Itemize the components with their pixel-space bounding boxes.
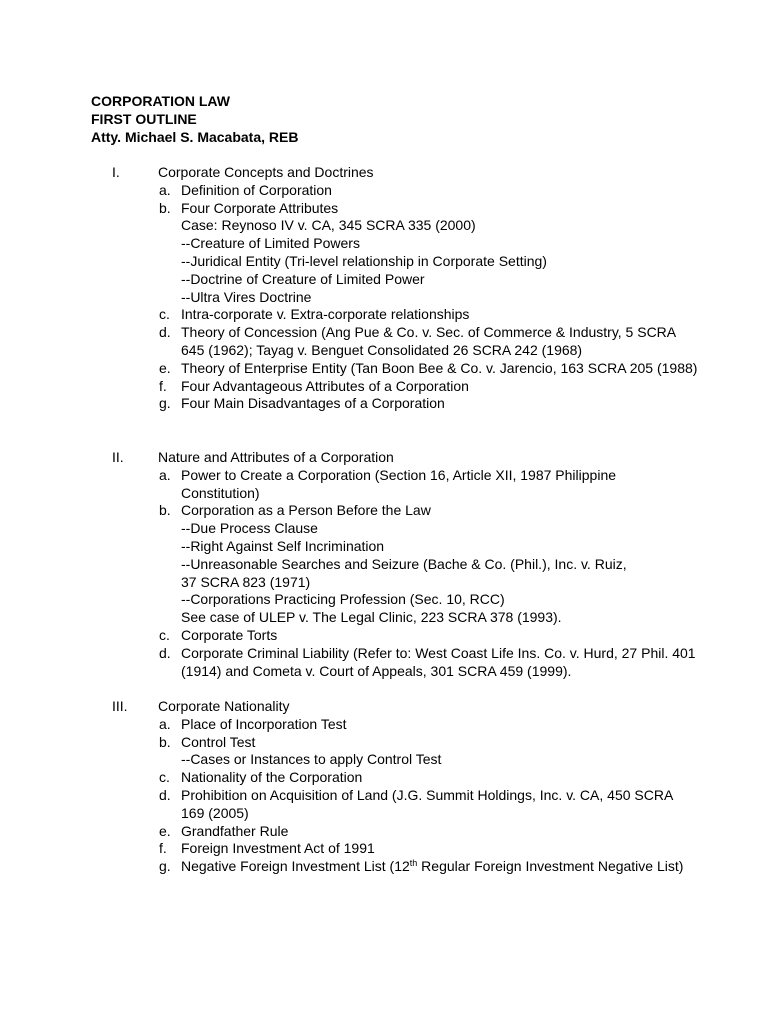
- course-title: CORPORATION LAW: [91, 93, 230, 109]
- item-text: Theory of Concession (Ang Pue & Co. v. Sec. of Commerce & Industry, 5 SCRA 645 (1962); Tayag v. Benguet Consolidated 26 SCRA 242 (1968): [181, 324, 676, 358]
- item-letter: g.: [159, 858, 171, 875]
- section-title: Corporate Concepts and Doctrines: [158, 164, 374, 180]
- list-item: [158, 858, 698, 876]
- section-number: II.: [112, 449, 124, 465]
- sub-item: --Juridical Entity (Tri-level relationship in Corporate Setting): [181, 252, 547, 269]
- item-letter: e.: [159, 359, 171, 376]
- item-text: Corporation as a Person Before the Law: [181, 502, 431, 519]
- item-letter: e.: [159, 822, 171, 839]
- list-item: [158, 823, 698, 841]
- list-item: [158, 645, 698, 681]
- item-text: Power to Create a Corporation (Section 16, Article XII, 1987 Philippine Constitution): [181, 466, 617, 501]
- sub-item: --Creature of Limited Powers: [181, 235, 360, 252]
- document-header: [91, 93, 298, 146]
- sub-item: Case: Reynoso IV v. CA, 345 SCRA 335 (2000): [181, 217, 476, 234]
- list-item: [158, 378, 698, 396]
- sub-item: --Ultra Vires Doctrine: [181, 288, 312, 305]
- item-letter: c.: [159, 306, 170, 323]
- item-text: Theory of Enterprise Entity (Tan Boon Bee & Co. v. Jarencio, 163 SCRA 205 (1988): [181, 359, 698, 376]
- item-text: Intra-corporate v. Extra-corporate relationships: [181, 306, 470, 323]
- item-text: Place of Incorporation Test: [181, 715, 347, 732]
- item-text: Four Corporate Attributes: [181, 199, 339, 216]
- list-item: [158, 769, 698, 787]
- author-line: Atty. Michael S. Macabata, REB: [91, 128, 299, 145]
- section-items: [158, 467, 698, 681]
- item-letter: a.: [159, 466, 171, 483]
- item-text: [181, 858, 698, 876]
- item-text: Four Main Disadvantages of a Corporation: [181, 395, 445, 412]
- item-text: Corporate Criminal Liability (Refer to: West Coast Life Ins. Co. v. Hurd, 27 Phil. 401 (1914) and Cometa v. Court of Appeals, 301 SCRA 459 (1999).: [181, 644, 696, 679]
- sub-item: See case of ULEP v. The Legal Clinic, 223 SCRA 378 (1993).: [181, 609, 562, 626]
- item-letter: b.: [159, 733, 171, 750]
- list-item: [158, 627, 698, 645]
- item-text: Nationality of the Corporation: [181, 769, 363, 786]
- item-letter: a.: [159, 715, 171, 732]
- section-number: III.: [112, 698, 128, 714]
- list-item: [158, 840, 698, 858]
- item-letter: b.: [159, 502, 171, 519]
- list-item: [158, 734, 698, 770]
- item-letter: d.: [159, 644, 171, 661]
- item-letter: f.: [159, 377, 167, 394]
- item-letter: b.: [159, 199, 171, 216]
- item-letter: c.: [159, 626, 170, 643]
- section-items: [158, 716, 698, 876]
- outline-title: FIRST OUTLINE: [91, 110, 197, 127]
- section-items: [158, 182, 698, 413]
- item-text: Definition of Corporation: [181, 181, 332, 198]
- sub-item: --Due Process Clause: [181, 520, 318, 537]
- sub-item: --Right Against Self Incrimination: [181, 537, 385, 554]
- item-letter: f.: [159, 840, 167, 857]
- list-item: [158, 306, 698, 324]
- item-letter: g.: [159, 395, 171, 412]
- item-text-part: Negative Foreign Investment List (12: [181, 858, 410, 875]
- item-text: Grandfather Rule: [181, 822, 289, 839]
- section-title: Corporate Nationality: [158, 698, 290, 714]
- item-text: Foreign Investment Act of 1991: [181, 840, 375, 857]
- sub-item: --Corporations Practicing Profession (Sec. 10, RCC): [181, 591, 505, 608]
- list-item: [158, 502, 698, 627]
- section-title: Nature and Attributes of a Corporation: [158, 449, 394, 465]
- item-text: Prohibition on Acquisition of Land (J.G. Summit Holdings, Inc. v. CA, 450 SCRA 169 (2005): [181, 786, 673, 821]
- list-item: [158, 787, 698, 823]
- item-text: Corporate Torts: [181, 626, 278, 643]
- sub-item: 37 SCRA 823 (1971): [181, 573, 311, 590]
- list-item: [158, 395, 698, 413]
- section-number: I.: [112, 164, 120, 180]
- sub-item: --Unreasonable Searches and Seizure (Bache & Co. (Phil.), Inc. v. Ruiz,: [181, 555, 627, 572]
- list-item: [158, 360, 698, 378]
- list-item: [158, 200, 698, 307]
- item-letter: a.: [159, 181, 171, 198]
- list-item: [158, 716, 698, 734]
- sub-item: --Cases or Instances to apply Control Test: [181, 751, 442, 768]
- list-item: [158, 467, 698, 503]
- list-item: [158, 182, 698, 200]
- item-text: Four Advantageous Attributes of a Corporation: [181, 377, 469, 394]
- item-text-part: Regular Foreign Investment Negative List): [417, 858, 684, 875]
- item-text: Control Test: [181, 733, 256, 750]
- sub-item: --Doctrine of Creature of Limited Power: [181, 270, 425, 287]
- list-item: [158, 324, 698, 360]
- item-letter: d.: [159, 324, 171, 341]
- ordinal-suffix: th: [409, 858, 418, 869]
- item-letter: d.: [159, 786, 171, 803]
- item-letter: c.: [159, 769, 170, 786]
